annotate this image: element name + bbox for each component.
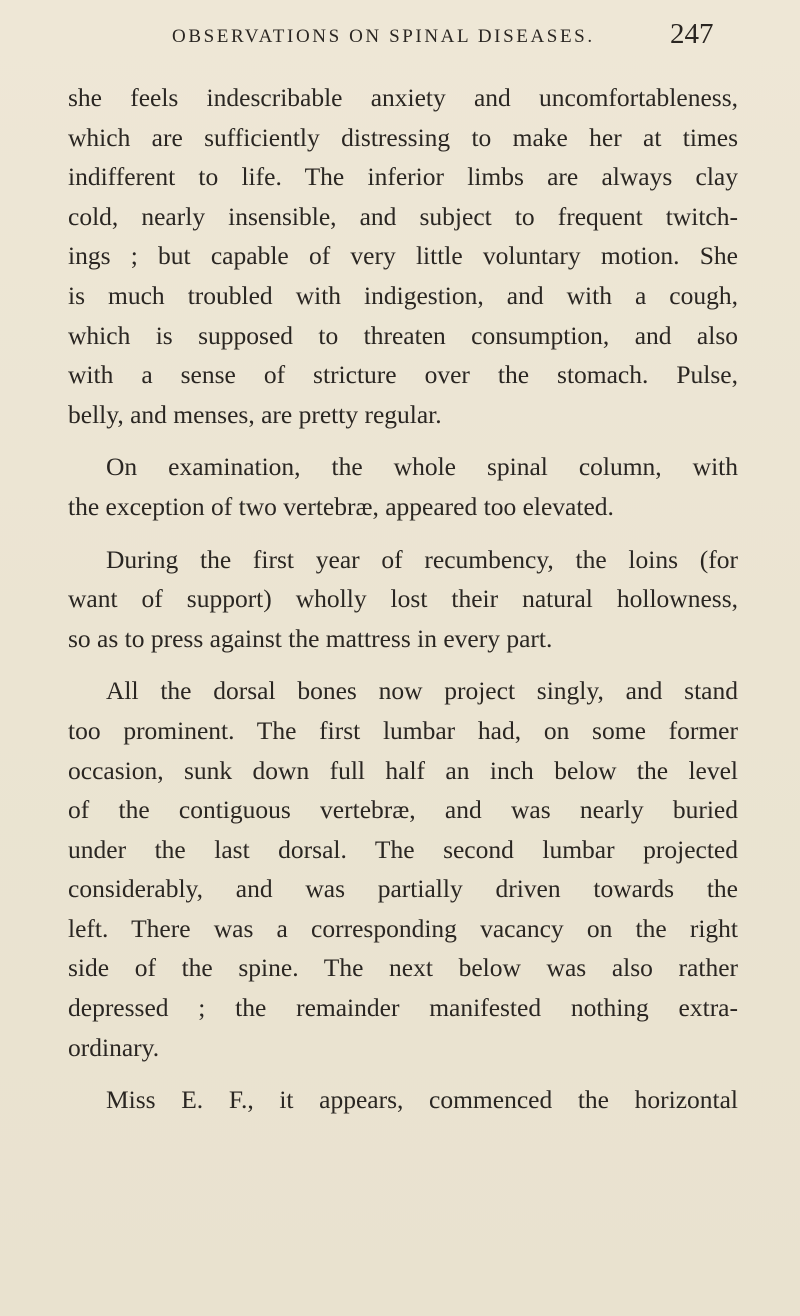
paragraph-gap <box>68 658 738 671</box>
text-line: During the first year of recumbency, the loins (for <box>106 544 738 574</box>
body-text <box>68 78 738 1120</box>
paragraph-3 <box>68 540 738 659</box>
text-line: under the last dorsal. The second lumbar projected <box>68 834 738 864</box>
paragraph-5 <box>68 1080 738 1120</box>
text-line: side of the spine. The next below was also rather <box>68 953 738 983</box>
paragraph-2 <box>68 447 738 526</box>
text-line: she feels indescribable anxiety and uncomfortableness, <box>68 83 738 112</box>
text-line: want of support) wholly lost their natural hollowness, <box>68 584 738 614</box>
text-line: occasion, sunk down full half an inch below the level <box>68 755 738 785</box>
text-line: of the contiguous vertebræ, and was nearly buried <box>68 795 738 825</box>
text-line: ings ; but capable of very little voluntary motion. She <box>68 241 738 271</box>
text-line: Miss E. F., it appears, commenced the horizontal <box>106 1085 738 1115</box>
running-title: OBSERVATIONS ON SPINAL DISEASES. <box>172 26 595 47</box>
paragraph-gap <box>68 434 738 447</box>
paragraph-gap <box>68 1067 738 1080</box>
text-line: the exception of two vertebræ, appeared too elevated. <box>68 491 614 521</box>
running-head <box>0 18 800 58</box>
paragraph-gap <box>68 527 738 540</box>
text-line: indifferent to life. The inferior limbs are always clay <box>68 162 738 192</box>
text-line: which is supposed to threaten consumption, and also <box>68 320 738 350</box>
text-line: is much troubled with indigestion, and with a cough, <box>68 280 738 310</box>
text-line: On examination, the whole spinal column, with <box>106 452 738 482</box>
text-line: which are sufficiently distressing to make her at times <box>68 122 738 152</box>
text-line: belly, and menses, are pretty regular. <box>68 399 442 429</box>
text-line: cold, nearly insensible, and subject to frequent twitch- <box>68 201 738 231</box>
text-line: ordinary. <box>68 1032 160 1062</box>
paragraph-4 <box>68 671 738 1067</box>
text-line: left. There was a corresponding vacancy on the right <box>68 913 738 943</box>
page-number: 247 <box>670 18 714 50</box>
paragraph-1 <box>68 78 738 434</box>
text-line: so as to press against the mattress in every part. <box>68 623 553 653</box>
text-line: depressed ; the remainder manifested nothing extra- <box>68 993 738 1023</box>
text-line: with a sense of stricture over the stomach. Pulse, <box>68 360 738 390</box>
text-line: All the dorsal bones now project singly, and stand <box>106 676 738 706</box>
text-line: considerably, and was partially driven towards the <box>68 874 738 904</box>
text-line: too prominent. The first lumbar had, on some former <box>68 715 738 745</box>
